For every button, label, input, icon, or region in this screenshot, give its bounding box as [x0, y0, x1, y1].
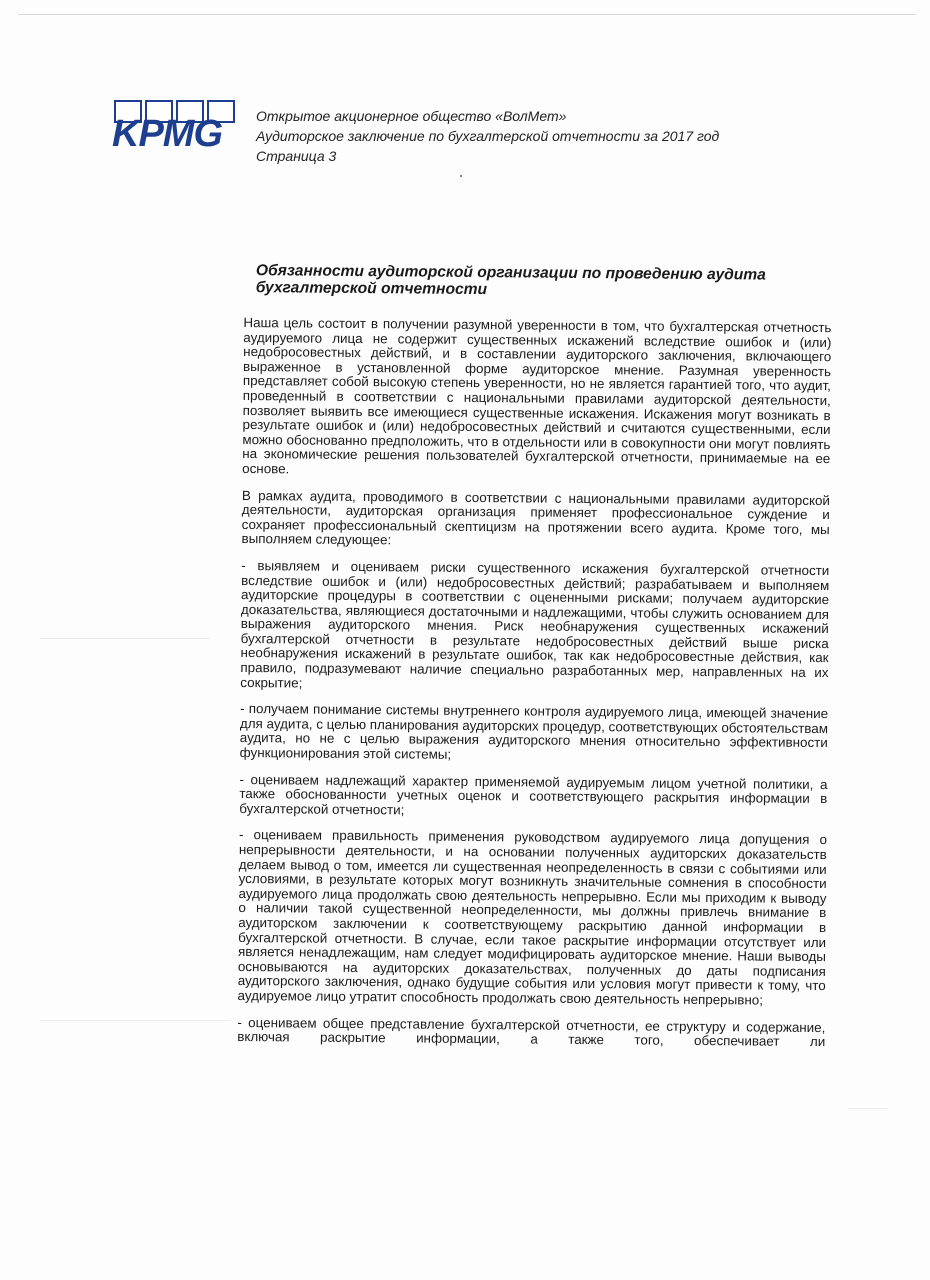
header-page-number: Страница 3: [256, 148, 337, 164]
scan-edge-line: [18, 14, 916, 15]
scan-artifact-line: [40, 1020, 230, 1021]
scan-speck: [460, 175, 462, 177]
bullet-item: - оцениваем надлежащий характер применяемой аудируемым лицом учетной политики, а также обоснованности учетных оценок и соответствующего раскрытия информации в бухгалтерской отчетности;: [239, 771, 828, 818]
bullet-item: - выявляем и оцениваем риски существенного искажения бухгалтерской отчетности вследствие ошибок и (или) недобросовестных действий; разрабатываем и выполняем аудиторские процедуры в соответствии с оцененными рисками; получаем аудиторские доказательства, являющиеся достаточными и надлежащими, чтобы служить основанием для выражения аудиторского мнения. Риск необнаружения существенных искажений бухгалтерской отчетности в результате недобросовестных действий выше риска необнаружения искажений в результате ошибок, так как недобросовестные действия, как правило, подразумевают наличие специально разработанных мер, направленных на их сокрытие;: [240, 557, 830, 691]
bullet-item: - получаем понимание системы внутреннего контроля аудируемого лица, имеющей значение для аудита, с целью планирования аудиторских процедур, соответствующих обстоятельствам аудита, но не с целью выражения аудиторского мнения относительно эффективности функционирования этой системы;: [239, 701, 829, 762]
paragraph: Наша цель состоит в получении разумной уверенности в том, что бухгалтерская отчетность аудируемого лица не содержит существенных искажений вследствие ошибок и (или) недобросовестных действий, и в составлении аудиторского заключения, включающего выраженное в установленной форме аудиторское мнение. Разумная уверенность представляет собой высокую степень уверенности, но не является гарантией того, что аудит, проведенный в соответствии с национальными правилами аудиторской деятельности, позволяет выявить все имеющиеся существенные искажения. Искажения могут возникать в результате ошибок и (или) недобросовестных действий и считаются существенными, если можно обоснованно предположить, что в отдельности или в совокупности они могут повлиять на экономические решения пользователей бухгалтерской отчетности, принимаемые на ее основе.: [242, 314, 832, 477]
section-title: Обязанности аудиторской организации по проведению аудита бухгалтерской отчетности: [255, 262, 766, 299]
scan-artifact-line: [40, 638, 210, 639]
bullet-item: - оцениваем правильность применения руководством аудируемого лица допущения о непрерывности деятельности, и на основании полученных аудиторских доказательств делаем вывод о том, имеется ли существенная неопределенность в связи с событиями или условиями, в результате которых могут возникнуть значительные сомнения в способности аудируемого лица продолжать свою деятельность непрерывно. Если мы приходим к выводу о наличии такой существенной неопределенности, мы должны привлечь внимание в аудиторском заключении к соответствующему раскрытию данной информации в бухгалтерской отчетности. В случае, если такое раскрытие информации отсутствует или является ненадлежащим, нам следует модифицировать аудиторское мнение. Наши выводы основываются на аудиторских доказательствах, полученных до даты подписания аудиторского заключения, однако будущие события или условия могут привести к тому, что аудируемое лицо утратит способность продолжать свою деятельность непрерывно;: [237, 827, 828, 1008]
kpmg-logo: [112, 100, 238, 158]
bullet-item: - оцениваем общее представление бухгалтерской отчетности, ее структуру и содержание, включая раскрытие информации, а также того, обеспечивает ли: [237, 1014, 826, 1050]
logo-text: KPMG: [112, 113, 222, 155]
header-company: Открытое акционерное общество «ВолМет»: [256, 108, 567, 124]
scan-artifact-line: [848, 1108, 888, 1109]
paragraph: В рамках аудита, проводимого в соответствии с национальными правилами аудиторской деятельности, аудиторская организация применяет профессиональное суждение и сохраняет профессиональный скептицизм на протяжении всего аудита. Кроме того, мы выполняем следующее:: [241, 487, 831, 548]
page-header: [256, 106, 816, 166]
bullet-list: [237, 559, 829, 1050]
header-report: Аудиторское заключение по бухгалтерской отчетности за 2017 год: [256, 128, 720, 144]
section-content: [237, 262, 832, 1050]
